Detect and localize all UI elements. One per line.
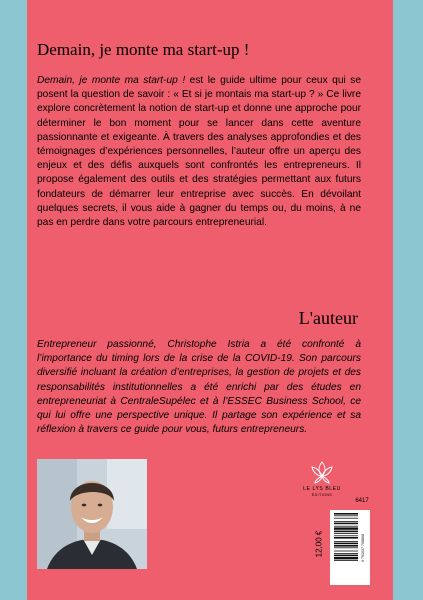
barcode-bar [334,547,358,548]
barcode-bar [334,526,358,527]
barcode-bar [334,527,358,529]
publisher-logo [299,460,345,498]
barcode-bar [334,533,358,534]
product-code: 6417 [355,498,369,504]
barcode-bar [334,531,358,533]
book-description [37,74,361,230]
barcode-bar [334,535,358,536]
publisher-subtitle: ÉDITIONS [311,493,333,497]
barcode-bar [334,537,358,539]
barcode-bar [334,557,358,559]
description-text: est le guide ultime pour ceux qui se posent la question de savoir : « Et si je montais ma start-up ? » Ce livre explore concrètement la notion de start-up et donne une approche pour déterminer le bon moment pour se lancer dans cette aventure passionnante et exigeante. À travers des analyses approfondies et des témoignages d’expériences personnelles, l’auteur offre un aperçu des enjeux et des défis auxquels sont confrontés les entrepreneurs. Il propose également des outils et des stratégies permettant aux futurs fondateurs de démarrer leur entreprise avec succès. En dévoilant quelques secrets, il vous aide à gagner du temps ou, du moins, à ne pas en perdre dans votre parcours entrepreneurial. [37,75,361,229]
lily-flower-icon [311,460,333,484]
barcode-bar [334,521,358,522]
barcode-bar [334,555,358,557]
barcode-bar [334,513,358,515]
barcode [330,510,370,585]
publisher-name: LE LYS BLEU [303,486,341,492]
barcode-bar [334,545,358,547]
barcode-bar [334,515,358,516]
description-title: Demain, je monte ma start-up ! [37,75,186,86]
barcode-bar [334,560,358,561]
barcode-bar [334,543,358,545]
isbn-digits: 9 791037 708868 [361,534,365,562]
author-bio: Entrepreneur passionné, Christophe Istria a été confronté à l’importance du timing lors de la crise de la COVID-19. Son parcours diversifié incluant la création d’entreprises, la gestion de projets et des responsabilités institutionnelles a été enrichi par des études en entrepreneuriat à CentraleSupélec et à l’ESSEC Business School, ce qui lui offre une perspective unique. Il partage son expérience et sa réflexion à travers ce guide pour vous, futurs entrepreneurs. [37,339,361,436]
barcode-bar [334,523,358,525]
author-photo [37,459,147,569]
barcode-bar [334,541,358,542]
barcode-bar [334,551,358,552]
price-box [312,520,326,568]
author-portrait [37,459,147,569]
barcode-lines [330,510,370,585]
barcode-bar [334,553,358,554]
author-heading: L'auteur [298,308,358,328]
price: 12,00 € [314,530,324,558]
barcode-bar [334,518,358,519]
book-title: Demain, je monte ma start-up ! [37,40,250,59]
